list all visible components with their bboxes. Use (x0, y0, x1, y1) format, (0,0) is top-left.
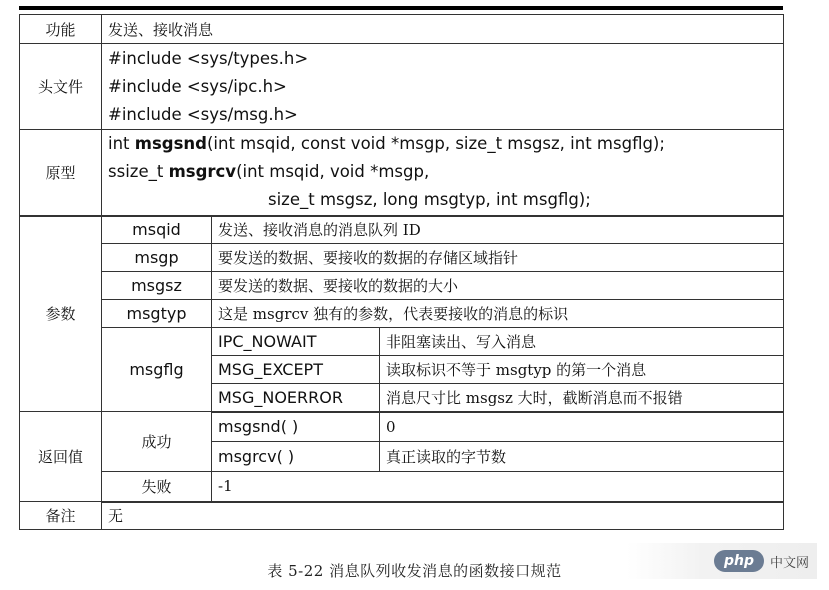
flag-name: MSG_EXCEPT (212, 356, 380, 384)
msg-api-table (19, 14, 784, 530)
prototype-label: 原型 (20, 130, 102, 216)
function-value: 发送、接收消息 (102, 15, 784, 44)
table-top-rule (19, 6, 783, 10)
include-line: #include <sys/msg.h> (108, 104, 298, 124)
param-name: msgtyp (102, 300, 212, 328)
params-label: 参数 (20, 216, 102, 412)
return-fn: msgrcv( ) (212, 442, 380, 472)
function-label: 功能 (20, 15, 102, 44)
flag-desc: 消息尺寸比 msgsz 大时，截断消息而不报错 (380, 384, 784, 412)
return-failure-value: -1 (212, 472, 784, 502)
include-line: #include <sys/types.h> (108, 48, 309, 68)
return-label: 返回值 (20, 412, 102, 502)
site-watermark (627, 543, 817, 579)
prototype-signatures (102, 130, 784, 216)
param-desc: 这是 msgrcv 独有的参数，代表要接收的消息的标识 (212, 300, 784, 328)
msgrcv-name: msgrcv (168, 162, 237, 182)
table-caption: 表 5-22 消息队列收发消息的函数接口规范 (267, 562, 562, 580)
param-name: msgflg (102, 328, 212, 412)
header-includes (102, 44, 784, 130)
remark-label: 备注 (20, 502, 102, 530)
flag-name: MSG_NOERROR (212, 384, 380, 412)
param-desc: 要发送的数据、要接收的数据的存储区域指针 (212, 244, 784, 272)
return-success-label: 成功 (102, 412, 212, 472)
api-spec-table-frame (19, 6, 783, 536)
remark-value: 无 (102, 502, 784, 530)
msgsnd-signature: int msgsnd(int msqid, const void *msgp, size_t msgsz, int msgflg); (108, 134, 665, 154)
include-line: #include <sys/ipc.h> (108, 76, 287, 96)
flag-desc: 读取标识不等于 msgtyp 的第一个消息 (380, 356, 784, 384)
param-desc: 发送、接收消息的消息队列 ID (212, 216, 784, 244)
param-name: msgp (102, 244, 212, 272)
msgrcv-signature: ssize_t msgrcv(int msqid, void *msgp, (108, 162, 430, 182)
return-value: 0 (380, 412, 784, 442)
flag-desc: 非阻塞读出、写入消息 (380, 328, 784, 356)
return-fn: msgsnd( ) (212, 412, 380, 442)
param-name: msqid (102, 216, 212, 244)
flag-name: IPC_NOWAIT (212, 328, 380, 356)
header-label: 头文件 (20, 44, 102, 130)
watermark-text: 中文网 (769, 555, 809, 571)
msgrcv-signature-cont: size_t msgsz, long msgtyp, int msgflg); (268, 190, 591, 210)
param-name: msgsz (102, 272, 212, 300)
php-logo-icon: php (714, 550, 764, 572)
param-desc: 要发送的数据、要接收的数据的大小 (212, 272, 784, 300)
return-value: 真正读取的字节数 (380, 442, 784, 472)
msgsnd-name: msgsnd (134, 134, 207, 154)
return-failure-label: 失败 (102, 472, 212, 502)
